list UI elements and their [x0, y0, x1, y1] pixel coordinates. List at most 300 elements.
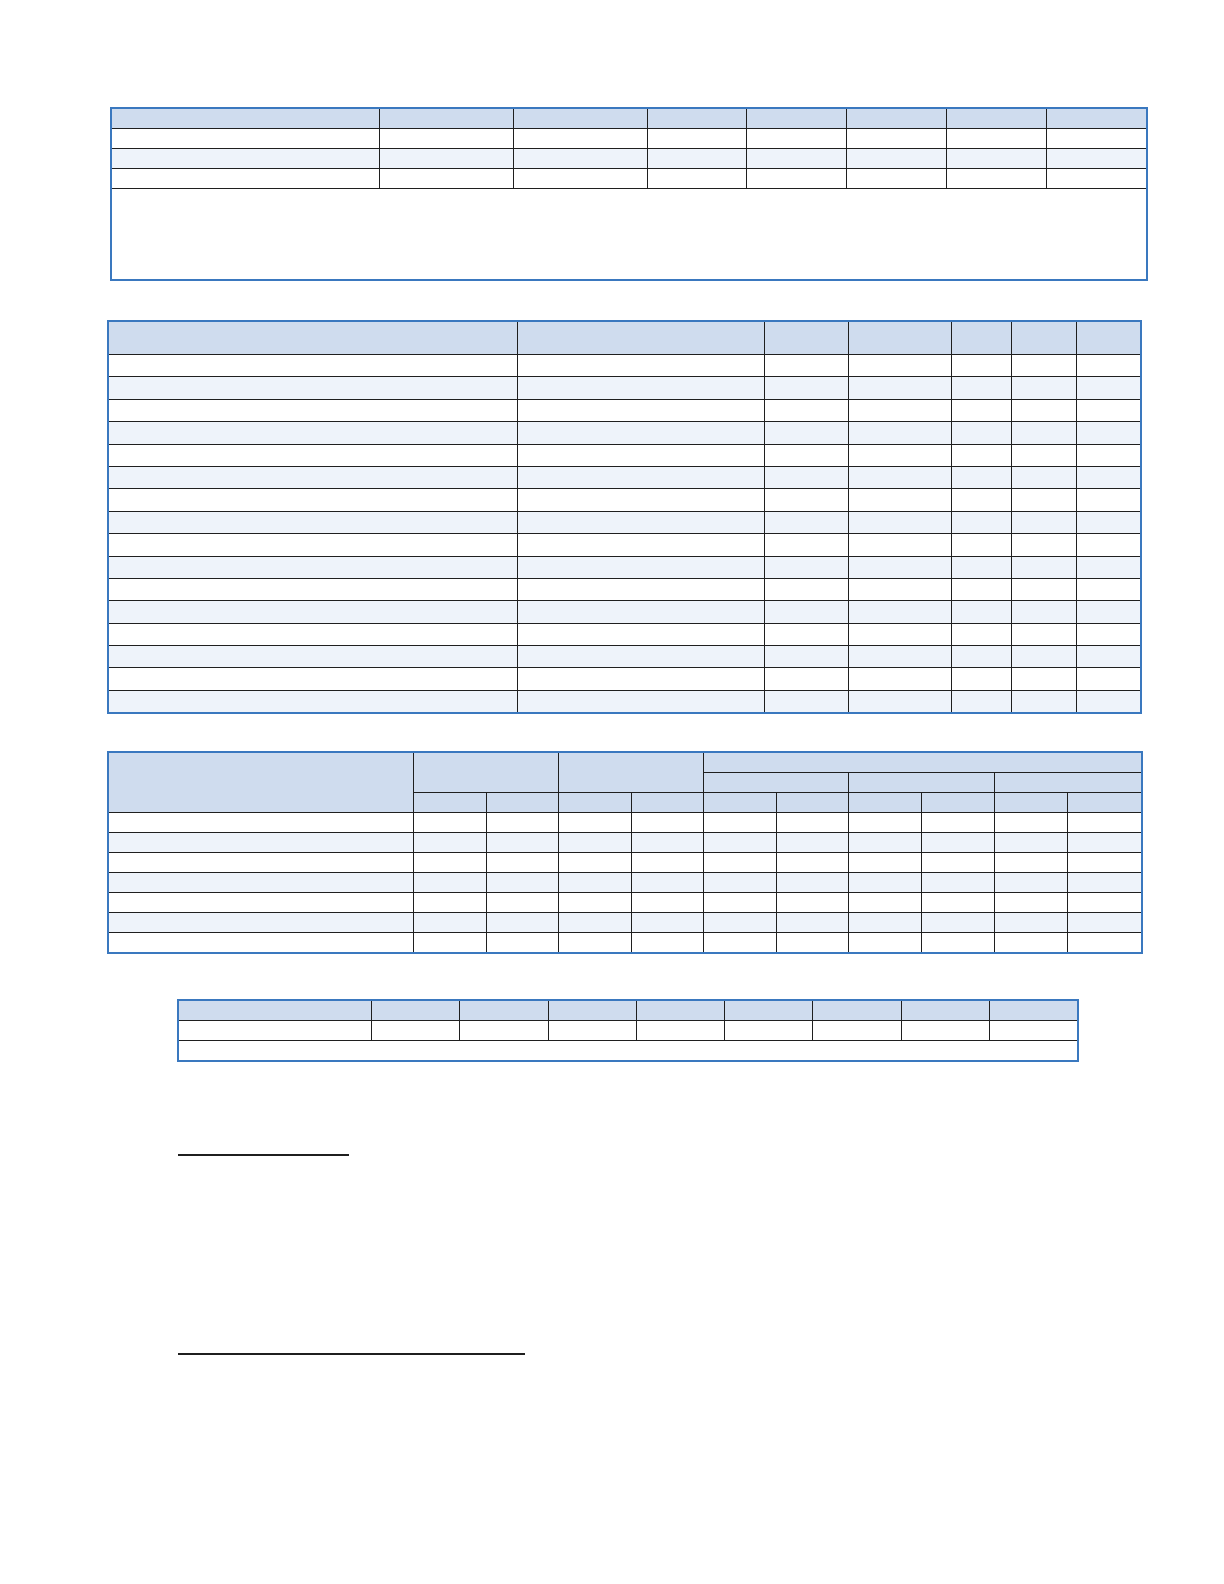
table-row: [112, 169, 1147, 189]
header-cell: [518, 322, 765, 355]
table-cell: [704, 873, 777, 893]
section-heading-underline: [178, 1353, 525, 1355]
table-cell: [777, 853, 849, 873]
table-cell: [109, 933, 414, 953]
table-row: [109, 646, 1141, 668]
table-cell: [109, 511, 518, 533]
table-cell: [1068, 813, 1142, 833]
table-cell: [1012, 623, 1077, 645]
table-cell: [849, 601, 952, 623]
header-cell: [947, 109, 1047, 129]
table-cell: [952, 444, 1012, 466]
table-cell: [849, 813, 922, 833]
table-cell: [559, 893, 632, 913]
table-cell: [1077, 355, 1141, 377]
table-cell: [849, 377, 952, 399]
table-cell: [637, 1021, 725, 1041]
table-cell: [518, 399, 765, 421]
table-row: [109, 355, 1141, 377]
table-cell: [952, 601, 1012, 623]
table-cell: [414, 933, 487, 953]
header-subgroup-cell: [704, 773, 849, 793]
table-cell: [414, 813, 487, 833]
table-cell: [995, 933, 1068, 953]
table-cell: [1077, 690, 1141, 712]
table-cell: [1012, 556, 1077, 578]
table-cell: [1077, 377, 1141, 399]
table-cell: [1012, 690, 1077, 712]
table-cell: [1012, 355, 1077, 377]
table-cell: [849, 466, 952, 488]
table-cell: [922, 913, 995, 933]
detail-table: [108, 321, 1141, 713]
table-cell: [109, 422, 518, 444]
table-row: [109, 913, 1142, 933]
table-cell: [1012, 399, 1077, 421]
table-cell: [380, 149, 514, 169]
table-cell: [1077, 646, 1141, 668]
table-cell: [765, 355, 849, 377]
table-cell: [922, 933, 995, 953]
header-cell: [487, 793, 559, 813]
table-row: [112, 129, 1147, 149]
table-cell: [1077, 578, 1141, 600]
table-cell: [549, 1021, 637, 1041]
table-row: [109, 556, 1141, 578]
header-cell: [849, 322, 952, 355]
table-cell: [849, 489, 952, 511]
table-cell: [1077, 489, 1141, 511]
table-cell: [777, 833, 849, 853]
table-cell: [109, 601, 518, 623]
header-cell: [559, 793, 632, 813]
table-cell: [112, 129, 380, 149]
table-cell: [1077, 601, 1141, 623]
table-cell: [487, 893, 559, 913]
table-cell: [704, 893, 777, 913]
header-cell: [1077, 322, 1141, 355]
table-cell: [902, 1021, 990, 1041]
header-cell: [1068, 793, 1142, 813]
table-cell: [1012, 646, 1077, 668]
table-header-row: [109, 753, 1142, 773]
table-cell: [747, 169, 847, 189]
table-cell: [518, 623, 765, 645]
table-cell: [704, 813, 777, 833]
table-row: [109, 578, 1141, 600]
table-cell: [1012, 444, 1077, 466]
table-cell: [632, 893, 704, 913]
table-cell: [952, 489, 1012, 511]
table-cell: [849, 668, 952, 690]
header-cell: [514, 109, 648, 129]
table-cell: [849, 556, 952, 578]
table-cell: [518, 511, 765, 533]
table-cell: [704, 833, 777, 853]
table-cell: [518, 377, 765, 399]
table-cell: [922, 873, 995, 893]
header-cell: [922, 793, 995, 813]
table-cell: [1047, 169, 1147, 189]
table-cell: [632, 933, 704, 953]
table-row: [109, 668, 1141, 690]
table-cell: [1012, 466, 1077, 488]
table-cell: [1068, 833, 1142, 853]
table-cell: [414, 893, 487, 913]
header-cell: [704, 793, 777, 813]
header-cell: [813, 1001, 902, 1021]
table-cell: [514, 169, 648, 189]
table-cell: [518, 556, 765, 578]
table-row: [109, 893, 1142, 913]
header-cell: [109, 753, 414, 813]
table-cell: [518, 489, 765, 511]
table-cell: [109, 833, 414, 853]
table-cell: [112, 169, 380, 189]
table-cell: [995, 913, 1068, 933]
table-cell: [487, 833, 559, 853]
table-cell: [514, 149, 648, 169]
table-cell: [518, 601, 765, 623]
table-cell: [1077, 623, 1141, 645]
table-cell: [849, 578, 952, 600]
header-cell: [777, 793, 849, 813]
table-cell: [1068, 913, 1142, 933]
table-cell: [109, 646, 518, 668]
table-header-row: [179, 1001, 1078, 1021]
table-cell: [1012, 489, 1077, 511]
table-row: [109, 444, 1141, 466]
table-cell: [559, 833, 632, 853]
table-cell: [1077, 511, 1141, 533]
table-cell: [995, 853, 1068, 873]
table-row: [109, 833, 1142, 853]
table-cell: [765, 466, 849, 488]
table-cell: [112, 149, 380, 169]
table-cell: [813, 1021, 902, 1041]
header-cell: [637, 1001, 725, 1021]
table-cell: [849, 853, 922, 873]
table-cell: [765, 511, 849, 533]
header-cell: [549, 1001, 637, 1021]
table-cell: [1012, 422, 1077, 444]
table-cell: [414, 913, 487, 933]
table-cell: [777, 873, 849, 893]
table-cell: [1012, 578, 1077, 600]
table-cell: [1077, 444, 1141, 466]
header-cell: [414, 793, 487, 813]
table-cell: [777, 913, 849, 933]
table-cell: [1012, 601, 1077, 623]
table-row: [109, 690, 1141, 712]
table-cell: [109, 893, 414, 913]
table-cell: [109, 690, 518, 712]
table-cell: [765, 489, 849, 511]
table-row: [109, 422, 1141, 444]
table-cell: [179, 1021, 372, 1041]
table-cell: [559, 853, 632, 873]
table-cell: [952, 646, 1012, 668]
table-cell: [109, 377, 518, 399]
table-cell: [414, 873, 487, 893]
table-cell: [990, 1021, 1078, 1041]
table-cell: [952, 466, 1012, 488]
table-row: [109, 399, 1141, 421]
table-cell: [1077, 466, 1141, 488]
table-cell: [947, 129, 1047, 149]
table-cell: [1012, 668, 1077, 690]
table-cell: [109, 853, 414, 873]
header-cell: [179, 1001, 372, 1021]
table-cell: [109, 913, 414, 933]
table-cell: [518, 355, 765, 377]
table-cell: [765, 601, 849, 623]
table-cell: [1077, 668, 1141, 690]
table-cell: [109, 534, 518, 556]
table-row: [109, 873, 1142, 893]
table-row: [109, 601, 1141, 623]
table-row: [109, 511, 1141, 533]
table-row: [112, 149, 1147, 169]
table-cell: [849, 355, 952, 377]
table-cell: [1047, 129, 1147, 149]
header-cell: [725, 1001, 813, 1021]
table-cell: [765, 646, 849, 668]
table-cell: [632, 853, 704, 873]
table-cell: [1077, 399, 1141, 421]
table-cell: [849, 444, 952, 466]
table-cell: [952, 534, 1012, 556]
table-cell: [1012, 534, 1077, 556]
table-cell: [518, 466, 765, 488]
table-cell: [380, 129, 514, 149]
table-cell: [847, 149, 947, 169]
table-cell: [922, 893, 995, 913]
table-cell: [849, 399, 952, 421]
table-cell: [109, 399, 518, 421]
header-cell: [847, 109, 947, 129]
table-cell: [765, 444, 849, 466]
table-cell: [559, 813, 632, 833]
table-cell: [414, 853, 487, 873]
table-cell: [952, 623, 1012, 645]
header-cell: [648, 109, 747, 129]
table-cell: [765, 556, 849, 578]
table-cell: [632, 833, 704, 853]
table-cell: [487, 933, 559, 953]
table-cell: [109, 623, 518, 645]
table-cell: [947, 169, 1047, 189]
table-cell: [765, 578, 849, 600]
table-cell: [922, 813, 995, 833]
table-row: [109, 489, 1141, 511]
table-note: [112, 189, 1147, 280]
table-cell: [1068, 893, 1142, 913]
header-cell: [995, 793, 1068, 813]
table-cell: [487, 913, 559, 933]
table-cell: [518, 578, 765, 600]
header-cell: [1012, 322, 1077, 355]
table-cell: [847, 129, 947, 149]
summary-table: [111, 108, 1147, 280]
table-cell: [704, 853, 777, 873]
header-group-cell: [559, 753, 704, 793]
table-cell: [947, 149, 1047, 169]
table-cell: [765, 668, 849, 690]
table-cell: [777, 933, 849, 953]
table-row: [109, 813, 1142, 833]
table-cell: [765, 690, 849, 712]
table-header-row: [109, 322, 1141, 355]
table-cell: [460, 1021, 549, 1041]
table-note-row: [112, 189, 1147, 280]
table-cell: [487, 853, 559, 873]
header-cell: [765, 322, 849, 355]
table-cell: [518, 444, 765, 466]
table-cell: [1068, 873, 1142, 893]
table-cell: [1077, 422, 1141, 444]
header-cell: [372, 1001, 460, 1021]
table-cell: [632, 873, 704, 893]
table-row: [109, 534, 1141, 556]
table-cell: [1068, 853, 1142, 873]
table-cell: [518, 690, 765, 712]
table-row: [109, 933, 1142, 953]
table-cell: [849, 933, 922, 953]
table-cell: [777, 893, 849, 913]
table-cell: [765, 534, 849, 556]
table-cell: [725, 1021, 813, 1041]
table-cell: [1012, 377, 1077, 399]
table-cell: [559, 873, 632, 893]
table-cell: [952, 668, 1012, 690]
table-cell: [952, 511, 1012, 533]
table-row: [109, 853, 1142, 873]
header-cell: [990, 1001, 1078, 1021]
header-cell: [380, 109, 514, 129]
header-cell: [109, 322, 518, 355]
table-cell: [109, 444, 518, 466]
table-cell: [518, 668, 765, 690]
table-cell: [747, 149, 847, 169]
table-cell: [518, 534, 765, 556]
header-cell: [112, 109, 380, 129]
table-cell: [414, 833, 487, 853]
header-cell: [460, 1001, 549, 1021]
header-cell: [747, 109, 847, 129]
table-cell: [765, 399, 849, 421]
table-cell: [952, 556, 1012, 578]
header-group-cell: [414, 753, 559, 793]
table-cell: [518, 646, 765, 668]
table-note: [179, 1041, 1078, 1061]
table-cell: [487, 873, 559, 893]
table-cell: [109, 668, 518, 690]
table-row: [109, 466, 1141, 488]
table-cell: [559, 913, 632, 933]
table-cell: [995, 893, 1068, 913]
table-row: [109, 623, 1141, 645]
table-cell: [1077, 534, 1141, 556]
table-cell: [109, 355, 518, 377]
table-cell: [849, 511, 952, 533]
table-cell: [1012, 511, 1077, 533]
bottom-table: [178, 1000, 1078, 1061]
table-header-row: [112, 109, 1147, 129]
table-cell: [109, 813, 414, 833]
table-cell: [952, 578, 1012, 600]
table-cell: [109, 556, 518, 578]
header-cell: [902, 1001, 990, 1021]
table-cell: [765, 377, 849, 399]
table-cell: [632, 913, 704, 933]
table-cell: [704, 933, 777, 953]
table-cell: [952, 399, 1012, 421]
table-cell: [765, 623, 849, 645]
table-cell: [849, 422, 952, 444]
table-row: [179, 1021, 1078, 1041]
table-cell: [518, 422, 765, 444]
table-cell: [747, 129, 847, 149]
table-cell: [849, 913, 922, 933]
header-cell: [1047, 109, 1147, 129]
table-cell: [849, 623, 952, 645]
table-cell: [704, 913, 777, 933]
table-cell: [849, 833, 922, 853]
table-cell: [559, 933, 632, 953]
table-cell: [109, 578, 518, 600]
table-cell: [849, 873, 922, 893]
section-heading-underline: [178, 1154, 349, 1156]
table-cell: [995, 873, 1068, 893]
table-cell: [632, 813, 704, 833]
table-cell: [849, 893, 922, 913]
table-cell: [952, 355, 1012, 377]
grouped-table: [108, 752, 1142, 953]
header-cell: [849, 793, 922, 813]
table-cell: [648, 129, 747, 149]
table-cell: [109, 466, 518, 488]
table-cell: [922, 853, 995, 873]
table-cell: [1077, 556, 1141, 578]
table-cell: [372, 1021, 460, 1041]
table-cell: [952, 377, 1012, 399]
table-note-row: [179, 1041, 1078, 1061]
table-cell: [1047, 149, 1147, 169]
table-cell: [777, 813, 849, 833]
table-cell: [765, 422, 849, 444]
table-cell: [849, 646, 952, 668]
header-group-cell: [704, 753, 1142, 773]
table-row: [109, 377, 1141, 399]
table-cell: [109, 873, 414, 893]
table-cell: [995, 833, 1068, 853]
table-cell: [847, 169, 947, 189]
table-cell: [380, 169, 514, 189]
table-cell: [487, 813, 559, 833]
table-cell: [514, 129, 648, 149]
table-cell: [922, 833, 995, 853]
table-cell: [995, 813, 1068, 833]
table-cell: [648, 149, 747, 169]
table-cell: [952, 422, 1012, 444]
table-cell: [109, 489, 518, 511]
table-cell: [952, 690, 1012, 712]
table-cell: [849, 534, 952, 556]
table-cell: [648, 169, 747, 189]
table-cell: [1068, 933, 1142, 953]
header-cell: [632, 793, 704, 813]
